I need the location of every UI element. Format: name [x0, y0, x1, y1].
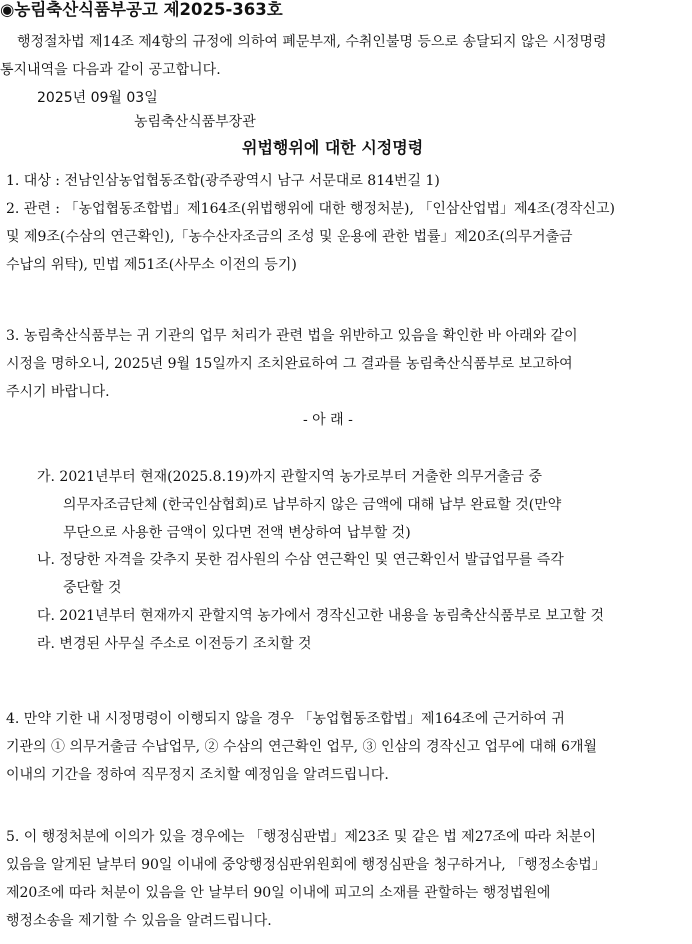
item-1-target: 1. 대상 : 전남인삼농업협동조합(광주광역시 남구 서문대로 814번길 1)	[6, 173, 440, 189]
sub-item-na-line-1: 나. 정당한 자격을 갖추지 못한 검사원의 수삼 연근확인 및 연근확인서 발급업무를 즉각	[37, 552, 564, 568]
notice-title: ◉농림축산식품부공고 제2025-363호	[0, 0, 283, 19]
item-4-line-3: 이내의 기간을 정하여 직무정지 조치할 예정임을 알려드립니다.	[6, 767, 389, 783]
item-3-line-2: 시정을 명하오니, 2025년 9월 15일까지 조치완료하여 그 결과를 농림축산식품부로 보고하여	[6, 356, 573, 372]
item-2-line-1: 2. 관련 : 「농업협동조합법」제164조(위법행위에 대한 행정처분), 「인삼산업법」제4조(경작신고)	[6, 201, 615, 217]
sub-item-ra: 라. 변경된 사무실 주소로 이전등기 조치할 것	[37, 636, 312, 652]
item-3-line-3: 주시기 바랍니다.	[6, 384, 110, 400]
order-title: 위법행위에 대한 시정명령	[242, 138, 424, 157]
sub-item-ga-line-3: 무단으로 사용한 금액이 있다면 전액 변상하여 납부할 것)	[63, 525, 411, 541]
notice-issuer: 농림축산식품부장관	[134, 114, 256, 130]
item-3-line-1: 3. 농림축산식품부는 귀 기관의 업무 처리가 관련 법을 위반하고 있음을 확인한 바 아래와 같이	[6, 328, 578, 344]
item-5-line-4: 행정소송을 제기할 수 있음을 알려드립니다.	[6, 913, 272, 929]
sub-item-da: 다. 2021년부터 현재까지 관할지역 농가에서 경작신고한 내용을 농림축산식품부로 보고할 것	[37, 608, 604, 624]
item-4-line-2: 기관의 ① 의무거출금 수납업무, ② 수삼의 연근확인 업무, ③ 인삼의 경작신고 업무에 대해 6개월	[6, 739, 597, 755]
item-4-line-1: 4. 만약 기한 내 시정명령이 이행되지 않을 경우 「농업협동조합법」제164조에 근거하여 귀	[6, 711, 565, 727]
item-5-line-3: 제20조에 따라 처분이 있음을 안 날부터 90일 이내에 피고의 소재를 관할하는 행정법원에	[6, 885, 551, 901]
item-2-line-3: 수납의 위탁), 민법 제51조(사무소 이전의 등기)	[6, 257, 297, 273]
intro-line-2: 통지내역을 다음과 같이 공고합니다.	[0, 62, 221, 78]
sub-item-ga-line-2: 의무자조금단체 (한국인삼협회)로 납부하지 않은 금액에 대해 납부 완료할 것(만약	[63, 497, 562, 513]
sub-item-na-line-2: 중단할 것	[63, 580, 122, 596]
notice-date: 2025년 09월 03일	[37, 90, 158, 106]
item-5-line-1: 5. 이 행정처분에 이의가 있을 경우에는 「행정심판법」제23조 및 같은 법 제27조에 따라 처분이	[6, 829, 597, 845]
intro-line-1: 행정절차법 제14조 제4항의 규정에 의하여 폐문부재, 수취인불명 등으로 송달되지 않은 시정명령	[17, 34, 607, 50]
item-5-line-2: 있음을 알게된 날부터 90일 이내에 중앙행정심판위원회에 행정심판을 청구하거나, 「행정소송법」	[6, 857, 606, 873]
item-2-line-2: 및 제9조(수삼의 연근확인),「농수산자조금의 조성 및 운용에 관한 법률」제20조(의무거출금	[6, 229, 573, 245]
below-heading: - 아 래 -	[303, 412, 353, 428]
sub-item-ga-line-1: 가. 2021년부터 현재(2025.8.19)까지 관할지역 농가로부터 거출한 의무거출금 중	[37, 469, 543, 485]
